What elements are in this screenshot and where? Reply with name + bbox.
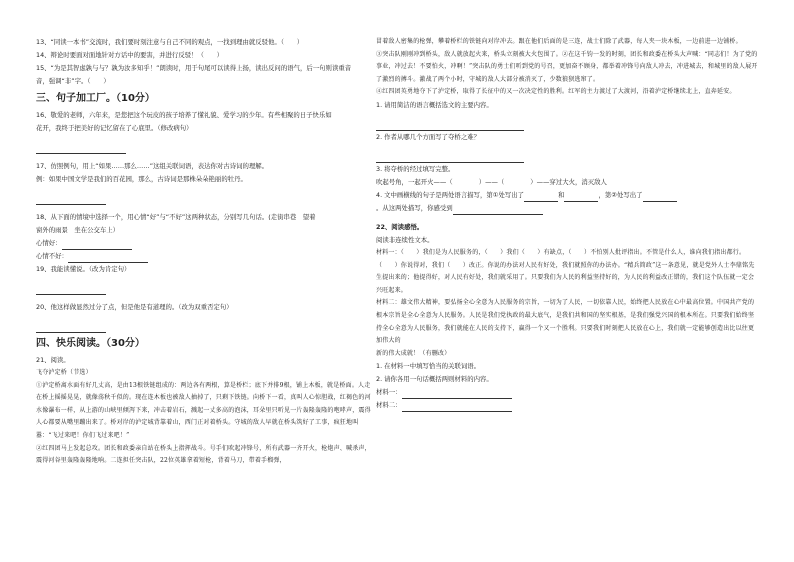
- reading-question-3: 3. 将夺桥的经过填写完整。: [376, 164, 455, 173]
- material-answer-1: 材料一：: [376, 386, 760, 399]
- material-question-2: 2. 请你各用一句话概括两则材料的内容。: [376, 375, 493, 384]
- question-17-line2: 例：如果中国文学是我们的百花园，那么，古诗词是那株朵朵艳丽的牡丹。: [36, 175, 247, 183]
- passage-paragraph-4: ④红四团英勇地夺下了泸定桥，取得了长征中的又一次决定性的胜利。红军的主力渡过了大渡河，沿着泸定桥继续北上，直奔延安。: [376, 88, 736, 96]
- passage-paragraph-2-cont: 冒着敌人密集的枪弹，攀着桥栏的铁链向对岸冲去。跟在他们后面的是三连，战士们除了武器，每人夹一块木板，一边前进一边铺桥。: [376, 38, 742, 45]
- answer-line-r1[interactable]: [376, 112, 760, 131]
- r4-blank-2[interactable]: [564, 192, 598, 202]
- question-17-line1: 17、仿照例句，用上“如果……那么……”这组关联词语，表达你对古诗词的理解。: [36, 162, 269, 170]
- question-19: 19、我能读懂说。（改为肯定句）: [36, 265, 131, 273]
- r4-blank-1[interactable]: [524, 192, 558, 202]
- section-3-heading: 三、句子加工厂。（10分）: [36, 93, 155, 104]
- r4-blank-4[interactable]: [453, 205, 543, 215]
- answer-line-20[interactable]: [36, 314, 376, 333]
- answer-line-17[interactable]: [36, 186, 376, 205]
- question-18-line2: 窗外的雨景 坐在公交车上）: [36, 226, 120, 234]
- mood-good-label: 心情好：: [36, 239, 62, 247]
- right-column: [376, 36, 760, 412]
- question-22-sub: 阅读非连续性文本。: [376, 235, 434, 244]
- mood-good-answer[interactable]: [62, 240, 132, 250]
- answer-line-r2[interactable]: [376, 144, 760, 163]
- question-21: 21、阅读。: [36, 356, 70, 364]
- mood-bad-label: 心情不好：: [36, 252, 68, 260]
- left-column: [36, 36, 376, 468]
- question-14: 14、辩论时要面对面地针对方话中的要害，并进行反驳！（ ）: [36, 51, 224, 59]
- material-2-end: 新的伟大成就！（有删改）: [376, 349, 451, 357]
- reading-question-4-cont: 。从这两处描写，你感受到: [376, 202, 760, 215]
- mood-bad-row: [36, 250, 376, 263]
- material-1-answer[interactable]: [402, 389, 512, 399]
- material-1: 材料一：（ ）我们是为人民服务的，（ ）我们（ ）有缺点，（ ）不怕别人批评指出。不管是什么人，谁向我们指出都行。（ ）你说得对，我们（ ）改正。你说的办法对人民有好处，我们就照你的办法办。“精兵简政”这一条意见，就是党外人士李鼎铭先生提出来的；他提得好，对人民有好处，我们就采用了。只要我们为人民的利益坚持好的，为人民的利益改正错的，我们这个队伍就一定会兴旺起来。: [376, 248, 755, 294]
- material-question-1: 1. 在材料一中填写恰当的关联词语。: [376, 362, 480, 371]
- material-answer-2: 材料二：: [376, 399, 760, 412]
- question-22: 22、阅读感悟。: [376, 222, 424, 231]
- question-15-line1: 15、“为是其智虑孰与与？孰为汝多知乎！”朗读时，用于句尾可以读得上扬，读出反问的语气，后一句则读重音: [36, 64, 352, 72]
- material-2: 材料二：雄文伟大精神，要弘扬全心全意为人民服务的宗旨，一切为了人民，一切依靠人民，始终把人民放在心中最高位置。中国共产党的根本宗旨是全心全意为人民服务。人民是我们党执政的最大底气，是我们共和国的坚实根基，是我们强党兴国的根本所在。只要我们始终坚持全心全意为人民服务，我们就能在人民的支持下，赢得一个又一个胜利。只要我们时刻把人民放在心上，我们就一定能够创造出比以往更加伟大的: [376, 299, 755, 345]
- question-15-line2: 音，强调“非”字。（ ）: [36, 77, 110, 85]
- reading-question-3-flow: 吹起号角，一起开火——（ ）——（ ）——穿过大火，消灭敌人: [376, 177, 607, 186]
- reading-question-4: 4. 文中画横线的句子是两处语言描写，第①处写出了 和 ，第②处写出了: [376, 189, 760, 202]
- answer-line-19[interactable]: [36, 276, 376, 295]
- reading-question-1: 1. 请用简洁的语言概括选文的主要内容。: [376, 100, 493, 109]
- passage-paragraph-1: ①泸定桥离水面有好几丈高，是由13根铁链组成的：两边各有两根，算是桥栏；底下并排9根，铺上木板，就是桥面。人走在桥上摇摇晃晃，就像荡秋千似的。现在连木板也被敌人抽掉了，只剩下铁链。向桥下一看，真叫人心惊胆战，红褐色的河水像瀑布一样，从上游的山峡里倾泻下来，冲击着岩石，溅起一丈多高的泡沫，耳朵里只听见一片轰隆轰隆的咆哮声，震得人心都要从嘴里蹦出来了。桥对岸的泸定城背靠着山，西门正对着桥头。守城的敌人早就在桥头筑好了工事，疯狂地叫嚣：“飞过来吧！你们飞过来吧！”: [36, 381, 371, 439]
- r4-blank-3[interactable]: [643, 192, 677, 202]
- question-13: 13、“同读一本书”交流时，我们要时刻注意与自己不同的观点，一找到理由就反驳他。（ ）: [36, 38, 304, 46]
- question-16-line2: 花开，我终于把美好的记忆留在了心底里。（修改病句）: [36, 124, 193, 132]
- passage-paragraph-2: ②红四团马上发起总攻。团长和政委亲自站在桥头上指挥战斗。号手们吹起冲锋号，所有武器一齐开火，枪炮声、喊杀声，震得河谷里轰隆轰隆地响。二连担任突击队，22位英雄拿着短枪，背着马刀，带着手榴弹，: [36, 444, 371, 465]
- reading-question-2: 2. 作者从哪几个方面写了夺桥之难？: [376, 132, 480, 141]
- mood-bad-answer[interactable]: [68, 253, 148, 263]
- mood-good-row: [36, 237, 376, 250]
- section-4-heading: 四、快乐阅读。（30分）: [36, 338, 145, 349]
- question-20: 20、他这样做显然过分了点，但是他是有道理的。（改为双重否定句）: [36, 303, 233, 311]
- question-16-line1: 16、敬爱的老师，六年来，是您把这个玩皮的孩子培养了懂礼貌、爱学习的少年。有些相聚的日子快乐如: [36, 111, 332, 119]
- question-18-line1: 18、从下面的情境中选择一个，用心情“好”与“不好”这两种状态，分别写几句话。(走街串巷 望着: [36, 213, 316, 221]
- material-2-answer[interactable]: [402, 402, 512, 412]
- answer-line-16[interactable]: [36, 135, 376, 154]
- passage-paragraph-3: ③突击队刚刚冲到桥头，敌人就放起火来，桥头立刻被大火包围了。②在这千钧一发的时刻，团长和政委在桥头大声喊：“同志们！为了党的事业，冲过去！不要怕火，冲啊！”突击队的勇士们听到党的号召，更加奋不顾身，都举着冲锋号向敌人冲去，冲进城去，和城里的敌人展开了激烈的搏斗。激战了两个小时，守城的敌人大部分被消灭了，少数狼狈逃窜了。: [376, 50, 758, 83]
- passage-title: 飞夺泸定桥（节选）: [36, 369, 92, 376]
